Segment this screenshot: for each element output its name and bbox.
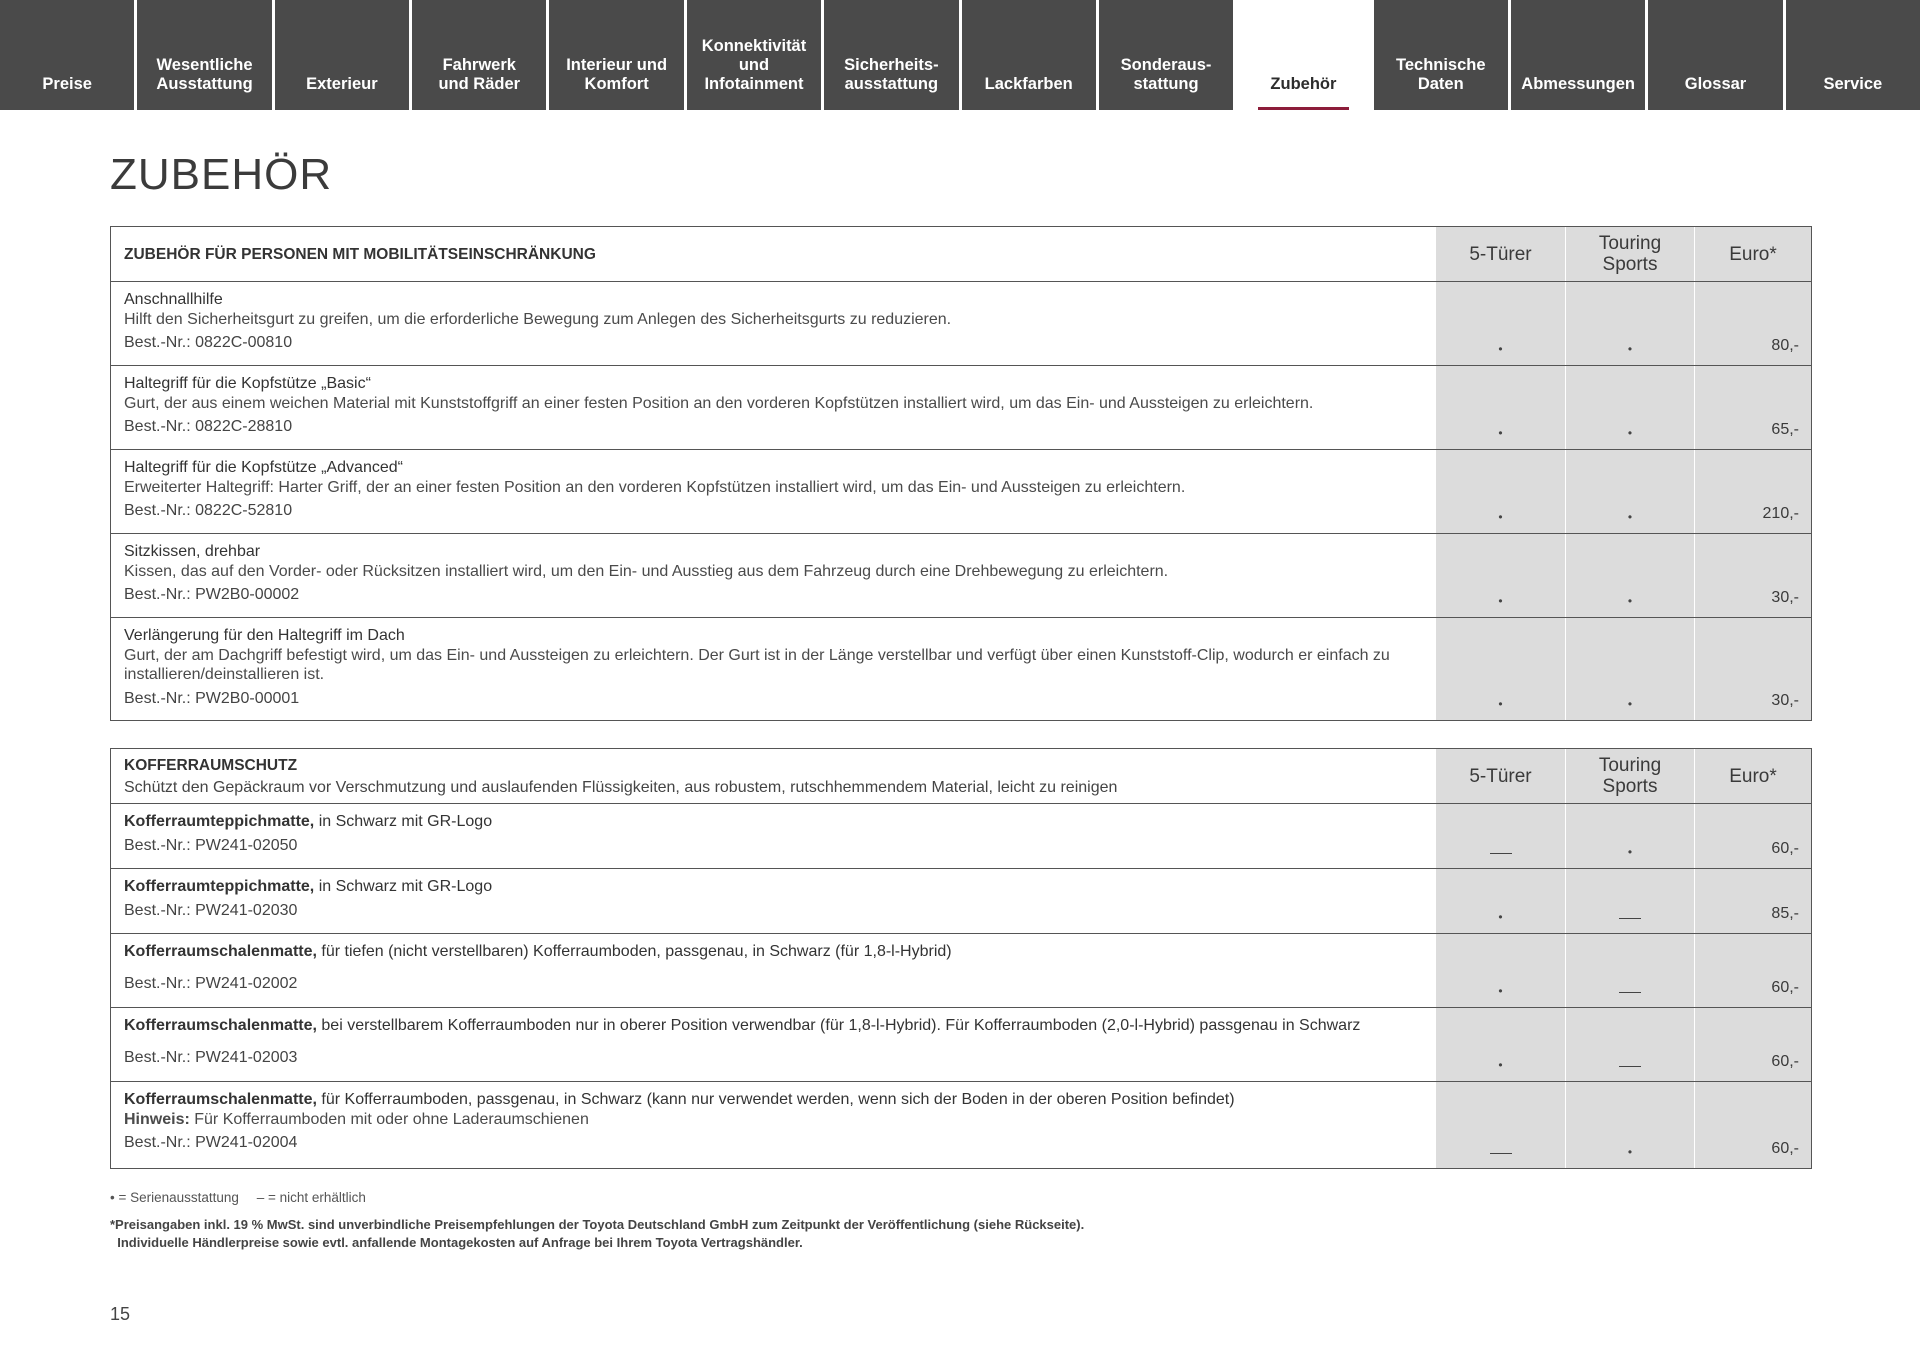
cell-5-tuerer bbox=[1436, 534, 1565, 617]
standard-mark: • bbox=[1498, 594, 1503, 608]
standard-mark: • bbox=[1498, 342, 1503, 356]
table-row bbox=[111, 449, 1811, 533]
cell-touring-sports bbox=[1565, 450, 1694, 533]
table-row bbox=[111, 803, 1811, 868]
table-row bbox=[111, 365, 1811, 449]
order-number: Best.-Nr.: 0822C-28810 bbox=[124, 418, 293, 435]
item-title-bold: Kofferraumschalenmatte, bbox=[124, 943, 317, 960]
table-row bbox=[111, 1007, 1811, 1081]
cell-price bbox=[1694, 804, 1811, 868]
cell-touring-sports bbox=[1565, 366, 1694, 449]
legend-standard: • = Serienausstattung bbox=[110, 1190, 239, 1205]
not-available-mark bbox=[1490, 1153, 1512, 1155]
price-value: 30,- bbox=[1771, 589, 1799, 606]
nav-tab-wesentliche-ausstattung[interactable]: Wesentliche Ausstattung bbox=[137, 0, 271, 110]
price-value: 60,- bbox=[1771, 1053, 1799, 1070]
cell-price bbox=[1694, 1008, 1811, 1081]
standard-mark: • bbox=[1627, 342, 1633, 356]
nav-tab-technische-daten[interactable]: Technische Daten bbox=[1374, 0, 1508, 110]
standard-mark: • bbox=[1498, 984, 1503, 998]
item-title-bold: Kofferraumteppichmatte, bbox=[124, 813, 315, 830]
price-value: 60,- bbox=[1771, 979, 1799, 996]
nav-tab-service[interactable]: Service bbox=[1786, 0, 1920, 110]
order-number: Best.-Nr.: PW241-02030 bbox=[124, 901, 298, 919]
column-header-euro: Euro* bbox=[1694, 749, 1811, 803]
cell-price bbox=[1694, 869, 1811, 933]
table-header-row bbox=[111, 749, 1811, 803]
order-number: Best.-Nr.: 0822C-52810 bbox=[124, 502, 293, 519]
column-header-touring-sports: Touring Sports bbox=[1565, 227, 1694, 281]
item-note-label: Hinweis: bbox=[124, 1110, 190, 1128]
item-note bbox=[124, 1110, 1423, 1130]
table-row bbox=[111, 281, 1811, 365]
item-title bbox=[124, 942, 1423, 962]
item-title: Haltegriff für die Kopfstütze „Basic“ bbox=[124, 375, 371, 392]
table-row bbox=[111, 533, 1811, 617]
order-number: Best.-Nr.: PW2B0-00001 bbox=[124, 689, 300, 707]
item-title-rest: für Kofferraumboden, passgenau, in Schwarz (kann nur verwendet werden, wenn sich der Boden in der oberen Position befindet) bbox=[316, 1091, 1235, 1108]
order-number: Best.-Nr.: PW241-02004 bbox=[124, 1134, 298, 1151]
standard-mark: • bbox=[1627, 510, 1633, 524]
not-available-mark bbox=[1619, 992, 1641, 994]
column-header-5-tuerer: 5-Türer bbox=[1436, 749, 1565, 803]
cell-5-tuerer bbox=[1436, 450, 1565, 533]
cell-touring-sports bbox=[1565, 804, 1694, 868]
item-title-bold: Kofferraumschalenmatte, bbox=[124, 1017, 317, 1034]
top-navigation bbox=[0, 0, 1920, 110]
price-value: 65,- bbox=[1771, 421, 1799, 438]
price-value: 85,- bbox=[1771, 905, 1799, 922]
table-row bbox=[111, 1081, 1811, 1168]
cell-touring-sports bbox=[1565, 1082, 1694, 1168]
nav-tab-abmessungen[interactable]: Abmessungen bbox=[1511, 0, 1645, 110]
standard-mark: • bbox=[1627, 426, 1633, 440]
item-title bbox=[124, 1016, 1423, 1036]
cell-touring-sports bbox=[1565, 282, 1694, 365]
nav-tab-zubehör[interactable]: Zubehör bbox=[1236, 0, 1370, 110]
table-row bbox=[111, 933, 1811, 1007]
item-description: Erweiterter Haltegriff: Harter Griff, der an einer festen Position an den vorderen Kopfstützen installiert wird, um das Ein- und Aussteigen zu erleichtern. bbox=[124, 478, 1186, 496]
standard-mark: • bbox=[1498, 510, 1503, 524]
cell-5-tuerer bbox=[1436, 1082, 1565, 1168]
page-number: 15 bbox=[110, 1304, 131, 1324]
cell-5-tuerer bbox=[1436, 804, 1565, 868]
cell-touring-sports bbox=[1565, 1008, 1694, 1081]
nav-tab-sicherheits-ausstattung[interactable]: Sicherheits- ausstattung bbox=[824, 0, 958, 110]
nav-tab-exterieur[interactable]: Exterieur bbox=[275, 0, 409, 110]
item-description: Gurt, der am Dachgriff befestigt wird, um das Ein- und Aussteigen zu erleichtern. Der Gurt ist in der Länge verstellbar und verfügt über einen Kunststoff-Clip, wodurch er einfach zu installieren/deinstallieren ist. bbox=[124, 646, 1390, 683]
standard-mark: • bbox=[1627, 697, 1633, 711]
item-title: Anschnallhilfe bbox=[124, 291, 223, 308]
cell-5-tuerer bbox=[1436, 1008, 1565, 1081]
column-header-touring-sports: Touring Sports bbox=[1565, 749, 1694, 803]
item-title-rest: in Schwarz mit GR-Logo bbox=[314, 813, 493, 830]
table-header-title: ZUBEHÖR FÜR PERSONEN MIT MOBILITÄTSEINSCHRÄNKUNG bbox=[124, 245, 596, 263]
standard-mark: • bbox=[1627, 1145, 1633, 1159]
table-header-subtitle: Schützt den Gepäckraum vor Verschmutzung und auslaufenden Flüssigkeiten, aus robustem, rutschhemmendem Material, leicht zu reinigen bbox=[124, 778, 1118, 796]
standard-mark: • bbox=[1627, 594, 1633, 608]
table-row bbox=[111, 868, 1811, 933]
order-number: Best.-Nr.: 0822C-00810 bbox=[124, 334, 293, 351]
cell-price bbox=[1694, 934, 1811, 1007]
nav-tab-lackfarben[interactable]: Lackfarben bbox=[962, 0, 1096, 110]
column-header-5-tuerer: 5-Türer bbox=[1436, 227, 1565, 281]
mobility-accessories-table bbox=[110, 226, 1812, 721]
item-title bbox=[124, 1090, 1423, 1110]
order-number: Best.-Nr.: PW2B0-00002 bbox=[124, 586, 300, 603]
standard-mark: • bbox=[1498, 1058, 1503, 1072]
standard-mark: • bbox=[1627, 845, 1633, 859]
item-title bbox=[124, 877, 1423, 897]
price-value: 30,- bbox=[1771, 692, 1799, 709]
nav-tab-preise[interactable]: Preise bbox=[0, 0, 134, 110]
standard-mark: • bbox=[1498, 697, 1503, 711]
item-title: Haltegriff für die Kopfstütze „Advanced“ bbox=[124, 459, 403, 476]
item-description: Hilft den Sicherheitsgurt zu greifen, um die erforderliche Bewegung zum Anlegen des Sicherheitsgurts zu reduzieren. bbox=[124, 310, 952, 328]
cell-price bbox=[1694, 450, 1811, 533]
item-title-rest: bei verstellbarem Kofferraumboden nur in oberer Position verwendbar (für 1,8-l-Hybrid). Für Kofferraumboden (2,0-l-Hybrid) passgenau in Schwarz bbox=[316, 1017, 1361, 1034]
cell-5-tuerer bbox=[1436, 934, 1565, 1007]
nav-tab-konnektivität-und-infotainment[interactable]: Konnektivität und Infotainment bbox=[687, 0, 821, 110]
item-title: Sitzkissen, drehbar bbox=[124, 543, 261, 560]
order-number: Best.-Nr.: PW241-02050 bbox=[124, 836, 298, 854]
not-available-mark bbox=[1619, 918, 1641, 920]
standard-mark: • bbox=[1498, 426, 1503, 440]
cell-price bbox=[1694, 366, 1811, 449]
cell-5-tuerer bbox=[1436, 618, 1565, 720]
price-value: 60,- bbox=[1771, 840, 1799, 857]
cell-touring-sports bbox=[1565, 934, 1694, 1007]
not-available-mark bbox=[1619, 1066, 1641, 1068]
table-header-row bbox=[111, 227, 1811, 281]
legend bbox=[110, 1190, 366, 1205]
page-title: ZUBEHÖR bbox=[110, 150, 333, 199]
item-title-rest: für tiefen (nicht verstellbaren) Kofferraumboden, passgenau, in Schwarz (für 1,8-l-Hybrid) bbox=[316, 943, 952, 960]
item-title bbox=[124, 812, 1423, 832]
nav-tab-fahrwerk-und-räder[interactable]: Fahrwerk und Räder bbox=[412, 0, 546, 110]
price-value: 60,- bbox=[1771, 1140, 1799, 1157]
item-description: Gurt, der aus einem weichen Material mit Kunststoffgriff an einer festen Position an den vorderen Kopfstützen installiert wird, um das Ein- und Aussteigen zu erleichtern. bbox=[124, 394, 1314, 412]
item-description: Kissen, das auf den Vorder- oder Rücksitzen installiert wird, um den Ein- und Ausstieg aus dem Fahrzeug durch eine Drehbewegung zu erleichtern. bbox=[124, 562, 1169, 580]
legend-not-available: – = nicht erhältlich bbox=[256, 1190, 366, 1205]
nav-tab-interieur-und-komfort[interactable]: Interieur und Komfort bbox=[549, 0, 683, 110]
price-footnote: *Preisangaben inkl. 19 % MwSt. sind unverbindliche Preisempfehlungen der Toyota Deutschland GmbH zum Zeitpunkt der Veröffentlichung (siehe Rückseite). Individuelle Händlerpreise sowie evtl. anfallende Montagekosten auf Anfrage bei Ihrem Toyota Vertragshändler. bbox=[110, 1217, 1085, 1250]
cell-touring-sports bbox=[1565, 869, 1694, 933]
column-header-euro: Euro* bbox=[1694, 227, 1811, 281]
table-row bbox=[111, 617, 1811, 720]
price-value: 80,- bbox=[1771, 337, 1799, 354]
order-number: Best.-Nr.: PW241-02003 bbox=[124, 1048, 298, 1066]
cell-price bbox=[1694, 534, 1811, 617]
item-title-rest: in Schwarz mit GR-Logo bbox=[314, 878, 493, 895]
table-header-title: KOFFERRAUMSCHUTZ bbox=[124, 757, 298, 774]
cell-5-tuerer bbox=[1436, 869, 1565, 933]
cell-price bbox=[1694, 282, 1811, 365]
item-title: Verlängerung für den Haltegriff im Dach bbox=[124, 627, 405, 644]
cell-5-tuerer bbox=[1436, 282, 1565, 365]
item-note-text: Für Kofferraumboden mit oder ohne Laderaumschienen bbox=[189, 1110, 589, 1128]
cell-touring-sports bbox=[1565, 618, 1694, 720]
cell-touring-sports bbox=[1565, 534, 1694, 617]
trunk-protection-table bbox=[110, 748, 1812, 1169]
price-value: 210,- bbox=[1762, 505, 1799, 522]
nav-tab-glossar[interactable]: Glossar bbox=[1648, 0, 1782, 110]
nav-tab-sonderaus-stattung[interactable]: Sonderaus- stattung bbox=[1099, 0, 1233, 110]
cell-price bbox=[1694, 618, 1811, 720]
standard-mark: • bbox=[1498, 910, 1503, 924]
item-title-bold: Kofferraumteppichmatte, bbox=[124, 878, 315, 895]
item-title-bold: Kofferraumschalenmatte, bbox=[124, 1091, 317, 1108]
order-number: Best.-Nr.: PW241-02002 bbox=[124, 974, 298, 992]
cell-5-tuerer bbox=[1436, 366, 1565, 449]
cell-price bbox=[1694, 1082, 1811, 1168]
not-available-mark bbox=[1490, 853, 1512, 855]
